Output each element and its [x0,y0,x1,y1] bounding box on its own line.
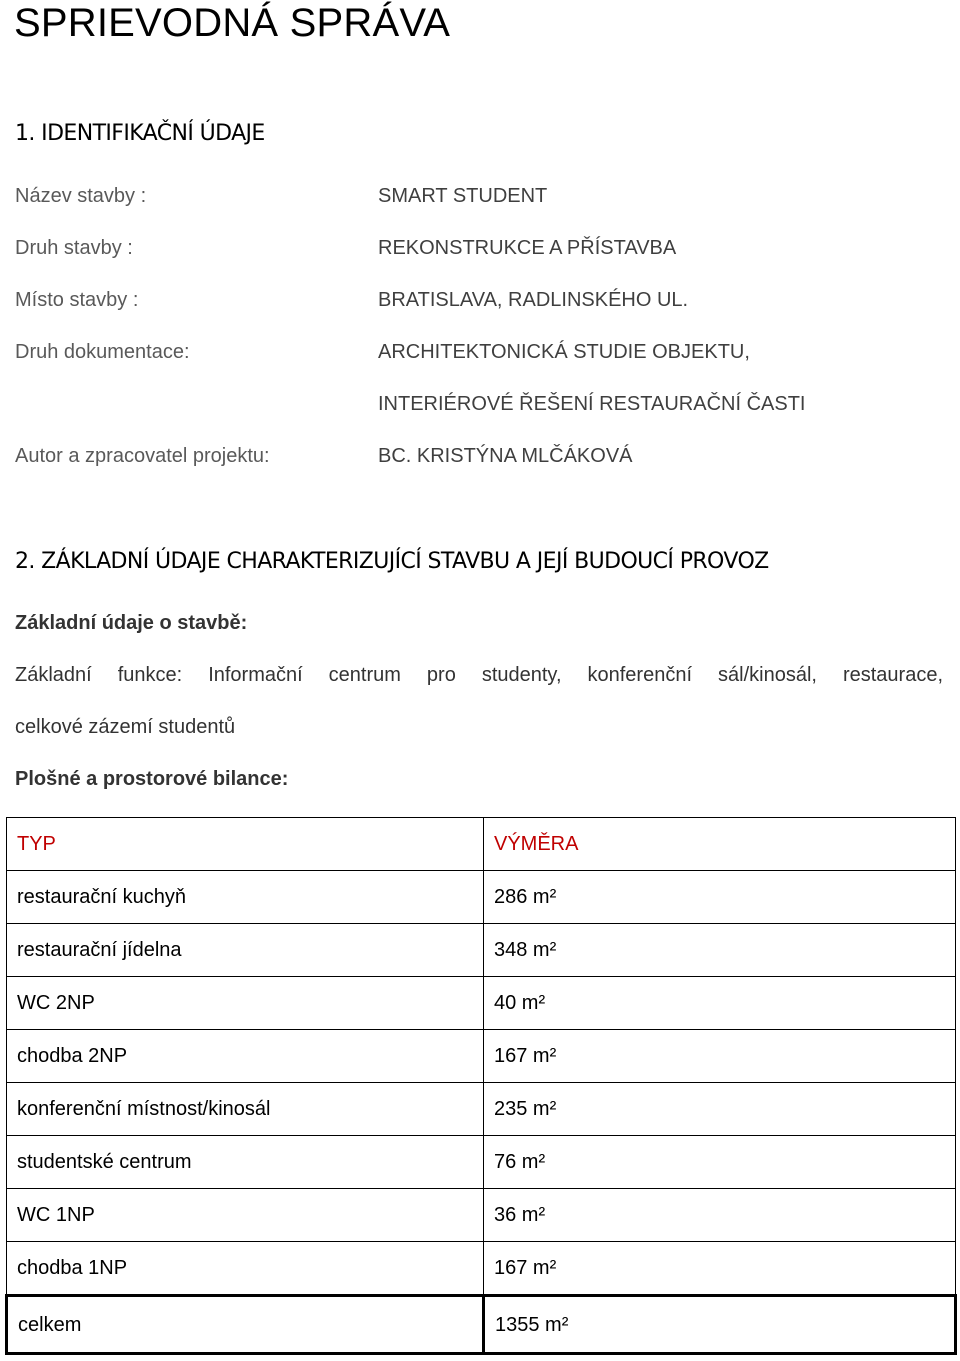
id-label-documentation-type: Druh dokumentace: [15,341,190,363]
cell-type: chodba 1NP [7,1242,484,1296]
id-value-building-name: SMART STUDENT [378,185,548,207]
area-balance-table [5,817,957,1355]
function-description-line1: Základní funkce: Informační centrum pro studenty, konferenční sál/kinosál, restaurace, [15,664,943,686]
table-header-row [7,818,956,871]
section-heading-identification: 1. IDENTIFIKAČNÍ ÚDAJE [15,121,265,146]
cell-type: restaurační jídelna [7,924,484,977]
id-label-building-type: Druh stavby : [15,237,133,259]
total-area: 1355 m² [484,1296,956,1354]
basic-data-label: Základní údaje o stavbě: [15,612,248,634]
cell-type: WC 1NP [7,1189,484,1242]
table-row [7,1189,956,1242]
table-row [7,1136,956,1189]
id-value-author: BC. KRISTÝNA MLČÁKOVÁ [378,445,633,467]
balance-label: Plošné a prostorové bilance: [15,768,289,790]
cell-area: 40 m² [484,977,956,1030]
table-row [7,977,956,1030]
id-label-author: Autor a zpracovatel projektu: [15,445,270,467]
cell-type: studentské centrum [7,1136,484,1189]
cell-area: 167 m² [484,1242,956,1296]
cell-type: restaurační kuchyň [7,871,484,924]
cell-area: 36 m² [484,1189,956,1242]
table-row [7,1083,956,1136]
header-type: TYP [7,818,484,871]
function-description-line2: celkové zázemí studentů [15,716,236,738]
total-label: celkem [7,1296,484,1354]
cell-area: 167 m² [484,1030,956,1083]
cell-type: konferenční místnost/kinosál [7,1083,484,1136]
id-value-documentation-type-cont: INTERIÉROVÉ ŘEŠENÍ RESTAURAČNÍ ČASTI [378,393,806,415]
id-value-documentation-type: ARCHITEKTONICKÁ STUDIE OBJEKTU, [378,341,750,363]
id-value-location: BRATISLAVA, RADLINSKÉHO UL. [378,289,689,311]
table-total-row [7,1296,956,1354]
cell-area: 235 m² [484,1083,956,1136]
id-label-building-name: Název stavby : [15,185,147,207]
header-area: VÝMĚRA [484,818,956,871]
id-label-location: Místo stavby : [15,289,139,311]
table-row [7,1242,956,1296]
cell-area: 348 m² [484,924,956,977]
cell-type: chodba 2NP [7,1030,484,1083]
cell-type: WC 2NP [7,977,484,1030]
cell-area: 286 m² [484,871,956,924]
table-row [7,871,956,924]
table-row [7,1030,956,1083]
section-heading-basic-data: 2. ZÁKLADNÍ ÚDAJE CHARAKTERIZUJÍCÍ STAVBU A JEJÍ BUDOUCÍ PROVOZ [15,549,769,574]
table-row [7,924,956,977]
cell-area: 76 m² [484,1136,956,1189]
document-title: SPRIEVODNÁ SPRÁVA [14,1,451,45]
id-value-building-type: REKONSTRUKCE A PŘÍSTAVBA [378,237,677,259]
